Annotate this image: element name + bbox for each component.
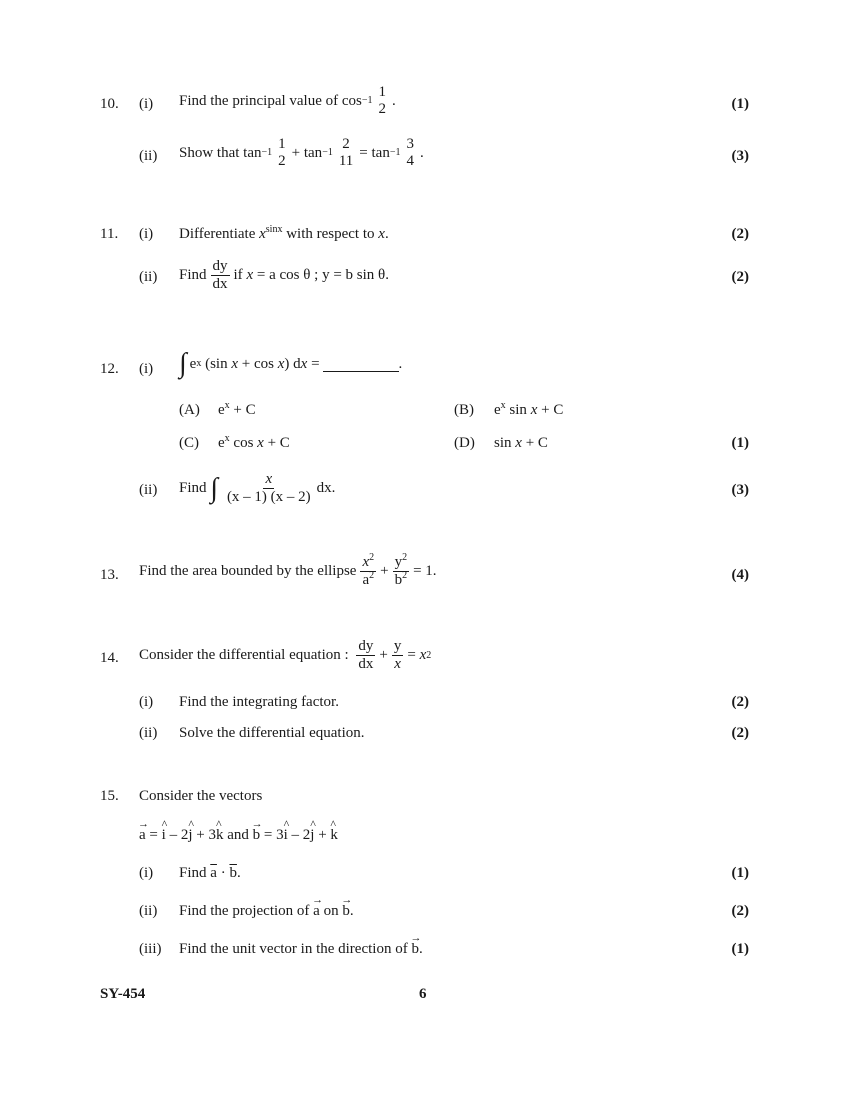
- part-label: (ii): [139, 269, 158, 285]
- question-text: Solve the differential equation.: [179, 725, 365, 741]
- question-text: Show that tan −1 1 2 + tan −1 2 11 = tan −1 3 4 .: [179, 136, 424, 169]
- integral-symbol: ∫: [210, 472, 218, 504]
- paper-code: SY-454: [100, 986, 146, 1002]
- question-number: 11.: [100, 226, 119, 242]
- question-text: Differentiate $x^{sinx}$ with respect to x.: [179, 224, 389, 242]
- question-number: 10.: [100, 96, 119, 112]
- part-label: (ii): [139, 482, 158, 498]
- part-label: (i): [139, 361, 154, 377]
- fraction: $\frac{dy}{dx}$: [358, 638, 374, 672]
- marks: (2): [731, 694, 749, 710]
- question-text: Find the unit vector in the direction of → b.: [179, 940, 423, 958]
- question-number: 13.: [100, 567, 119, 583]
- marks: (2): [731, 226, 749, 242]
- option-label: (B): [454, 402, 474, 418]
- option-label: (D): [454, 435, 475, 451]
- part-label: (ii): [139, 903, 158, 919]
- marks: (1): [731, 96, 749, 112]
- marks: (2): [731, 269, 749, 285]
- question-number: 15.: [100, 788, 119, 804]
- vector-definition: → a = ^ i – 2^ j + 3^ k and → b = 3^ i – 2^ j + ^ k: [139, 826, 338, 844]
- fraction: 1 2: [278, 136, 286, 169]
- question-number: 12.: [100, 361, 119, 377]
- part-label: (i): [139, 865, 154, 881]
- marks: (1): [731, 941, 749, 957]
- integral-symbol: ∫: [179, 348, 187, 379]
- marks: (1): [731, 435, 749, 451]
- marks: (4): [731, 567, 749, 583]
- option-text: $e^x$ cos x + C: [218, 433, 290, 451]
- marks: (3): [731, 148, 749, 164]
- part-label: (iii): [139, 941, 162, 957]
- marks: (1): [731, 865, 749, 881]
- question-text: Find the principal value of cos −1 1 2 .: [179, 84, 396, 117]
- question-text: Consider the differential equation : $\frac{dy}{dx}$ + $\frac{y}{x}$ = x 2: [139, 638, 432, 672]
- question-text: Find the area bounded by the ellipse $\frac{x^2}{a^2}$ + $\frac{y^2}{b^2}$ = 1.: [139, 552, 437, 588]
- part-label: (ii): [139, 148, 158, 164]
- part-label: (ii): [139, 725, 158, 741]
- marks: (3): [731, 482, 749, 498]
- option-text: $e^x$ sin x + C: [494, 400, 564, 418]
- option-label: (A): [179, 402, 200, 418]
- part-label: (i): [139, 96, 154, 112]
- fraction: $\frac{y^2}{b^2}$: [394, 552, 408, 588]
- page-number: 6: [419, 986, 427, 1002]
- marks: (2): [731, 725, 749, 741]
- option-text: $e^x + C$: [218, 400, 256, 418]
- fraction: 3 4: [406, 136, 414, 169]
- question-text: Find the integrating factor.: [179, 694, 339, 710]
- question-text: Find ∫ $\frac{x}{(x - 1) (x - 2)}$ dx.: [179, 471, 336, 505]
- answer-blank: [323, 357, 399, 372]
- question-text: Find $\frac{dy}{dx}$ if x = a cos θ ; y = b sin θ.: [179, 258, 389, 292]
- fraction: 1 2: [378, 84, 387, 117]
- option-label: (C): [179, 435, 199, 451]
- question-text: ∫ e x (sin x + cos x ) d x = .: [179, 348, 403, 379]
- question-text: Consider the vectors: [139, 788, 263, 804]
- question-number: 14.: [100, 650, 119, 666]
- part-label: (i): [139, 226, 154, 242]
- fraction: $\frac{x}{(x - 1) (x - 2)}$: [226, 471, 311, 505]
- question-text: Find the projection of → a on → b.: [179, 902, 354, 920]
- part-label: (i): [139, 694, 154, 710]
- marks: (2): [731, 903, 749, 919]
- fraction: $\frac{x^2}{a^2}$: [362, 552, 375, 588]
- fraction: $\frac{y}{x}$: [393, 638, 402, 672]
- option-text: sin x + C: [494, 435, 548, 451]
- question-text: Find $\overline{a} \cdot \overline{b}$.: [179, 865, 241, 881]
- fraction: 2 11: [338, 136, 354, 169]
- fraction: $\frac{dy}{dx}$: [212, 258, 228, 292]
